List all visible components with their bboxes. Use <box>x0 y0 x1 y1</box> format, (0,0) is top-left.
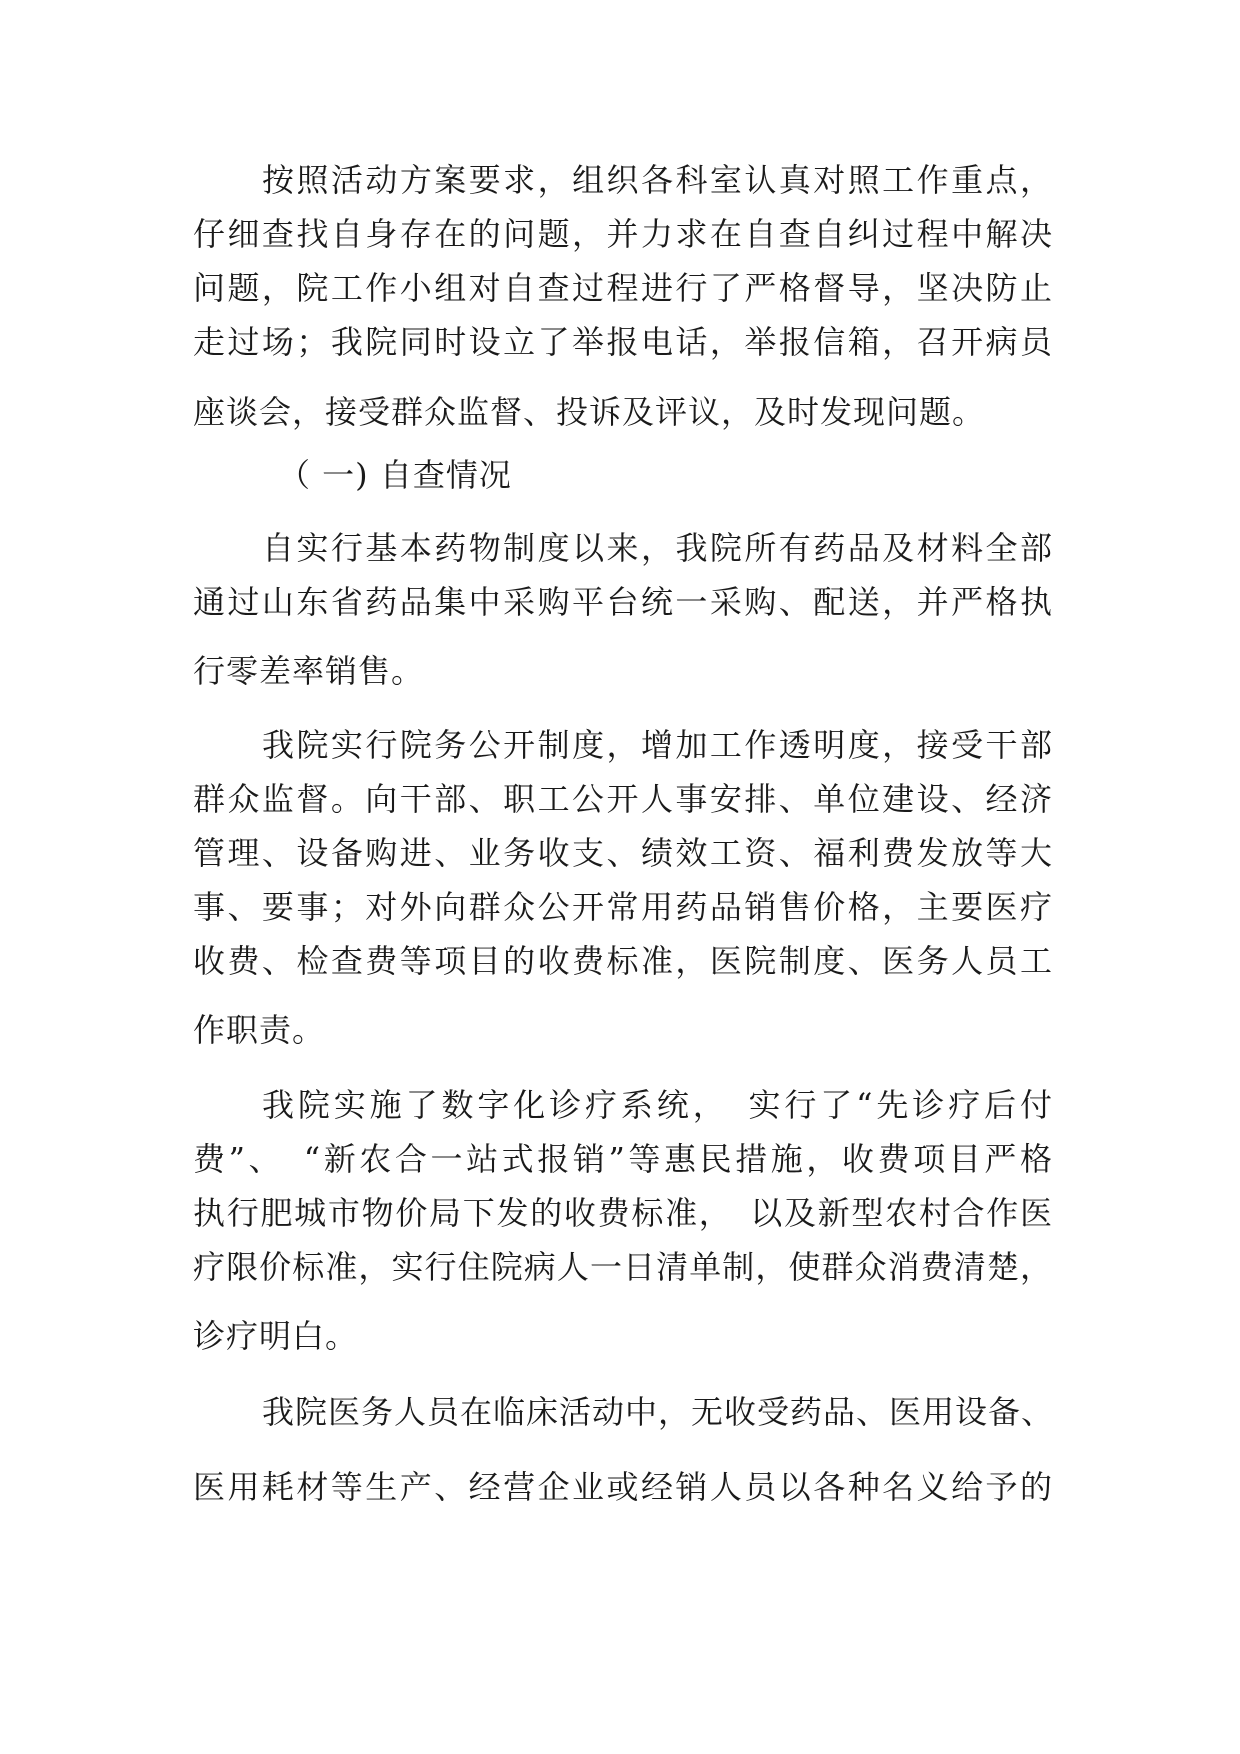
section-heading: （ 一) 自查情况 <box>278 456 512 494</box>
paragraph-line: 群众监督。向干部、职工公开人事安排、单位建设、经济 <box>193 780 1053 818</box>
paragraph-line: 走过场；我院同时设立了举报电话，举报信箱，召开病员 <box>193 323 1053 361</box>
paragraph-line: 问题，院工作小组对自查过程进行了严格督导，坚决防止 <box>193 269 1053 307</box>
paragraph-line: 我院医务人员在临床活动中，无收受药品、医用设备、 <box>262 1393 1055 1431</box>
paragraph-line: 通过山东省药品集中采购平台统一采购、配送，并严格执 <box>193 583 1053 621</box>
paragraph-line: 座谈会，接受群众监督、投诉及评议，及时发现问题。 <box>193 393 986 431</box>
paragraph-line: 仔细查找自身存在的问题，并力求在自查自纠过程中解决 <box>193 215 1053 253</box>
paragraph-line: 疗限价标准，实行住院病人一日清单制，使群众消费清楚， <box>193 1248 1053 1286</box>
paragraph-line: 事、要事；对外向群众公开常用药品销售价格，主要医疗 <box>193 888 1053 926</box>
paragraph-line: 诊疗明白。 <box>193 1317 359 1355</box>
paragraph-line: 我院实施了数字化诊疗系统， 实行了“先诊疗后付 <box>262 1086 1053 1124</box>
paragraph-line: 执行肥城市物价局下发的收费标准， 以及新型农村合作医 <box>193 1194 1053 1232</box>
paragraph-line: 按照活动方案要求，组织各科室认真对照工作重点， <box>262 161 1053 199</box>
paragraph-line: 管理、设备购进、业务收支、绩效工资、福利费发放等大 <box>193 834 1053 872</box>
paragraph-line: 医用耗材等生产、经营企业或经销人员以各种名义给予的 <box>193 1468 1053 1506</box>
paragraph-line: 费”、 “新农合一站式报销”等惠民措施，收费项目严格 <box>193 1140 1053 1178</box>
paragraph-line: 行零差率销售。 <box>193 652 425 690</box>
paragraph-line: 作职责。 <box>193 1011 326 1049</box>
paragraph-line: 收费、检查费等项目的收费标准，医院制度、医务人员工 <box>193 942 1053 980</box>
paragraph-line: 自实行基本药物制度以来，我院所有药品及材料全部 <box>262 529 1053 567</box>
paragraph-line: 我院实行院务公开制度，增加工作透明度，接受干部 <box>262 726 1053 764</box>
